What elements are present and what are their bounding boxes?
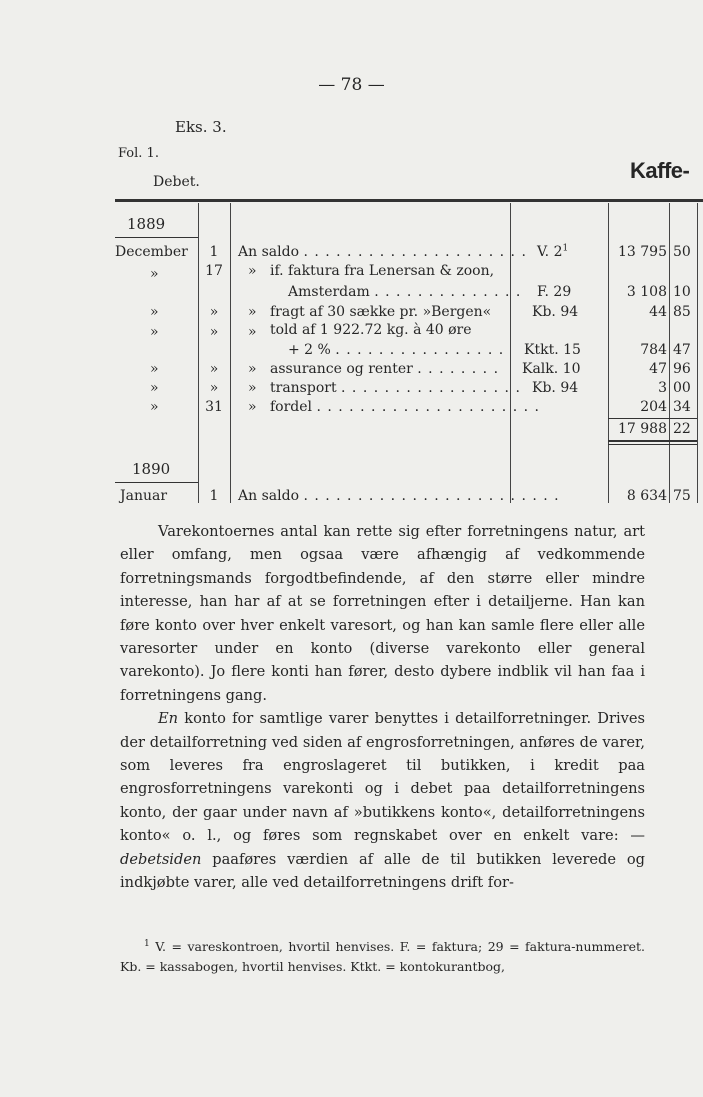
total-kr: 17 988: [618, 421, 667, 437]
paragraph-2: [120, 707, 645, 894]
footnote-text: V. = vareskontroen, hvortil henvises. F. = faktura; 29 = faktura-nummeret. Kb. = kassabogen, hvortil henvises. Ktkt. = kontokurantbog,: [120, 939, 645, 974]
row-prefix: An: [238, 244, 258, 260]
row-ref: Kb. 94: [532, 304, 579, 320]
row-ore: 96: [673, 361, 691, 377]
row-month: Januar: [120, 488, 168, 504]
column-rule-kr: [669, 203, 670, 503]
row-text: [270, 380, 521, 396]
body-text: [120, 520, 645, 895]
row-text: [238, 244, 527, 260]
row-kr: 204: [640, 399, 667, 415]
column-rule-day: [230, 203, 231, 503]
debet-label: Debet.: [153, 174, 200, 190]
ref-footnote-mark: 1: [562, 243, 569, 254]
row-desc: if. faktura fra Lenersan & zoon,: [270, 263, 495, 279]
row-desc: told af 1 922.72 kg. à 40 øre: [270, 322, 472, 338]
row-kr: 3: [658, 380, 667, 396]
row-text: [288, 342, 504, 358]
row-dots: . . . . . . . . . . . . . . . . . . . . .: [316, 399, 540, 415]
row-ore: 50: [673, 244, 691, 260]
account-title: Kaffe-: [630, 158, 690, 183]
row-day: 17: [205, 263, 223, 279]
row-kr: 784: [640, 342, 667, 358]
column-rule-ore: [697, 203, 698, 503]
row-prefix: »: [248, 304, 257, 320]
row-day: »: [209, 361, 219, 377]
row-day: 1: [209, 488, 219, 504]
row-ore: 75: [673, 488, 691, 504]
emphasis-debetsiden: debetsiden: [120, 850, 202, 868]
row-ore: 85: [673, 304, 691, 320]
row-ore: 34: [673, 399, 691, 415]
row-kr: 3 108: [626, 284, 667, 300]
paragraph-1: Varekontoernes antal kan rette sig efter forretningens natur, art eller omfang, men ogsaa være afhængig af vedkommende forretningsmands forgodtbefindende, af den større eller mindre interesse, han har af at se forretningen efter i detailjerne. Han kan føre konto over hver enkelt varesort, og han kan samle flere eller alle varesorter under en konto (diverse varekonto eller general varekonto). Jo flere konti han fører, desto dybere indblik vil han faa i forretningens gang.: [120, 523, 645, 704]
row-prefix: »: [248, 361, 257, 377]
row-kr: 13 795: [618, 244, 667, 260]
row-desc: saldo: [261, 488, 299, 504]
year-rule: [115, 237, 198, 238]
total-double-rule: [608, 440, 697, 442]
total-double-rule-2: [608, 444, 697, 445]
row-dots: . . . . . . . . . . . . . .: [374, 284, 522, 300]
paragraph-2-text-b: paaføres værdien af alle de til butikken leverede og indkjøbte varer, alle ved detailforretningens drift for-: [120, 850, 645, 892]
row-ore: 10: [673, 284, 691, 300]
row-dots: . . . . . . . . . . . . . . . . . . . . . . . .: [303, 488, 560, 504]
row-month: »: [150, 304, 159, 320]
example-label: Eks. 3.: [175, 118, 227, 136]
row-ref: [537, 244, 568, 260]
row-day: 1: [209, 244, 219, 260]
row-day: 31: [205, 399, 223, 415]
row-ore: 00: [673, 380, 691, 396]
row-text: [288, 284, 521, 300]
row-desc: Amsterdam: [288, 284, 370, 300]
row-prefix: An: [238, 488, 258, 504]
row-month: »: [150, 361, 159, 377]
row-month: December: [115, 244, 188, 260]
row-month: »: [150, 266, 159, 282]
row-day: »: [209, 380, 219, 396]
emphasis-en: En: [158, 710, 179, 728]
row-desc: fordel: [270, 399, 313, 415]
paragraph-2-text-a: konto for samtlige varer benyttes i detailforretninger. Drives der detailforretning ved siden af engrosforretningen, anføres de varer, som leveres fra engroslageret til butikken, i kredit paa engrosforretningens varekonti og i debet paa detailforretningens konto, der gaar under navn af »butikkens konto«, detailforretningens konto« o. l., og føres som regnskabet over en enkelt vare: —: [120, 710, 645, 845]
row-ore: 47: [673, 342, 691, 358]
row-kr: 47: [649, 361, 667, 377]
year-1890: 1890: [132, 460, 171, 478]
row-text: [238, 488, 560, 504]
row-dots: . . . . . . . . . . . . . . . .: [335, 342, 505, 358]
sum-rule: [608, 418, 697, 419]
row-desc: transport: [270, 380, 337, 396]
row-month: »: [150, 399, 159, 415]
row-prefix: »: [248, 263, 257, 279]
row-prefix: »: [248, 324, 257, 340]
row-text: [270, 399, 540, 415]
ref-text: V. 2: [537, 244, 563, 260]
ledger-top-rule: [115, 199, 703, 202]
row-ref: Ktkt. 15: [524, 342, 581, 358]
row-text: [270, 361, 499, 377]
footnote-mark: 1: [144, 938, 150, 949]
row-kr: 44: [649, 304, 667, 320]
row-ref: Kb. 94: [532, 380, 579, 396]
row-ref: F. 29: [537, 284, 572, 300]
row-desc: + 2 %: [288, 342, 331, 358]
page-number: — 78 —: [318, 75, 385, 95]
row-prefix: »: [248, 380, 257, 396]
year-1889: 1889: [127, 215, 166, 233]
row-desc: fragt af 30 sække pr. »Bergen«: [270, 304, 492, 320]
row-month: »: [150, 324, 159, 340]
folio-label: Fol. 1.: [118, 146, 159, 161]
row-kr: 8 634: [626, 488, 667, 504]
row-month: »: [150, 380, 159, 396]
row-dots: . . . . . . . . . . . . . . . . .: [341, 380, 521, 396]
row-desc: assurance og renter: [270, 361, 413, 377]
footnote: [120, 937, 645, 977]
total-ore: 22: [673, 421, 691, 437]
row-dots: . . . . . . . .: [417, 361, 500, 377]
row-dots: . . . . . . . . . . . . . . . . . . . . .: [303, 244, 527, 260]
row-prefix: »: [248, 399, 257, 415]
row-desc: saldo: [261, 244, 299, 260]
row-day: »: [209, 324, 219, 340]
row-ref: Kalk. 10: [522, 361, 581, 377]
year-rule-2: [115, 482, 198, 483]
row-day: »: [209, 304, 219, 320]
